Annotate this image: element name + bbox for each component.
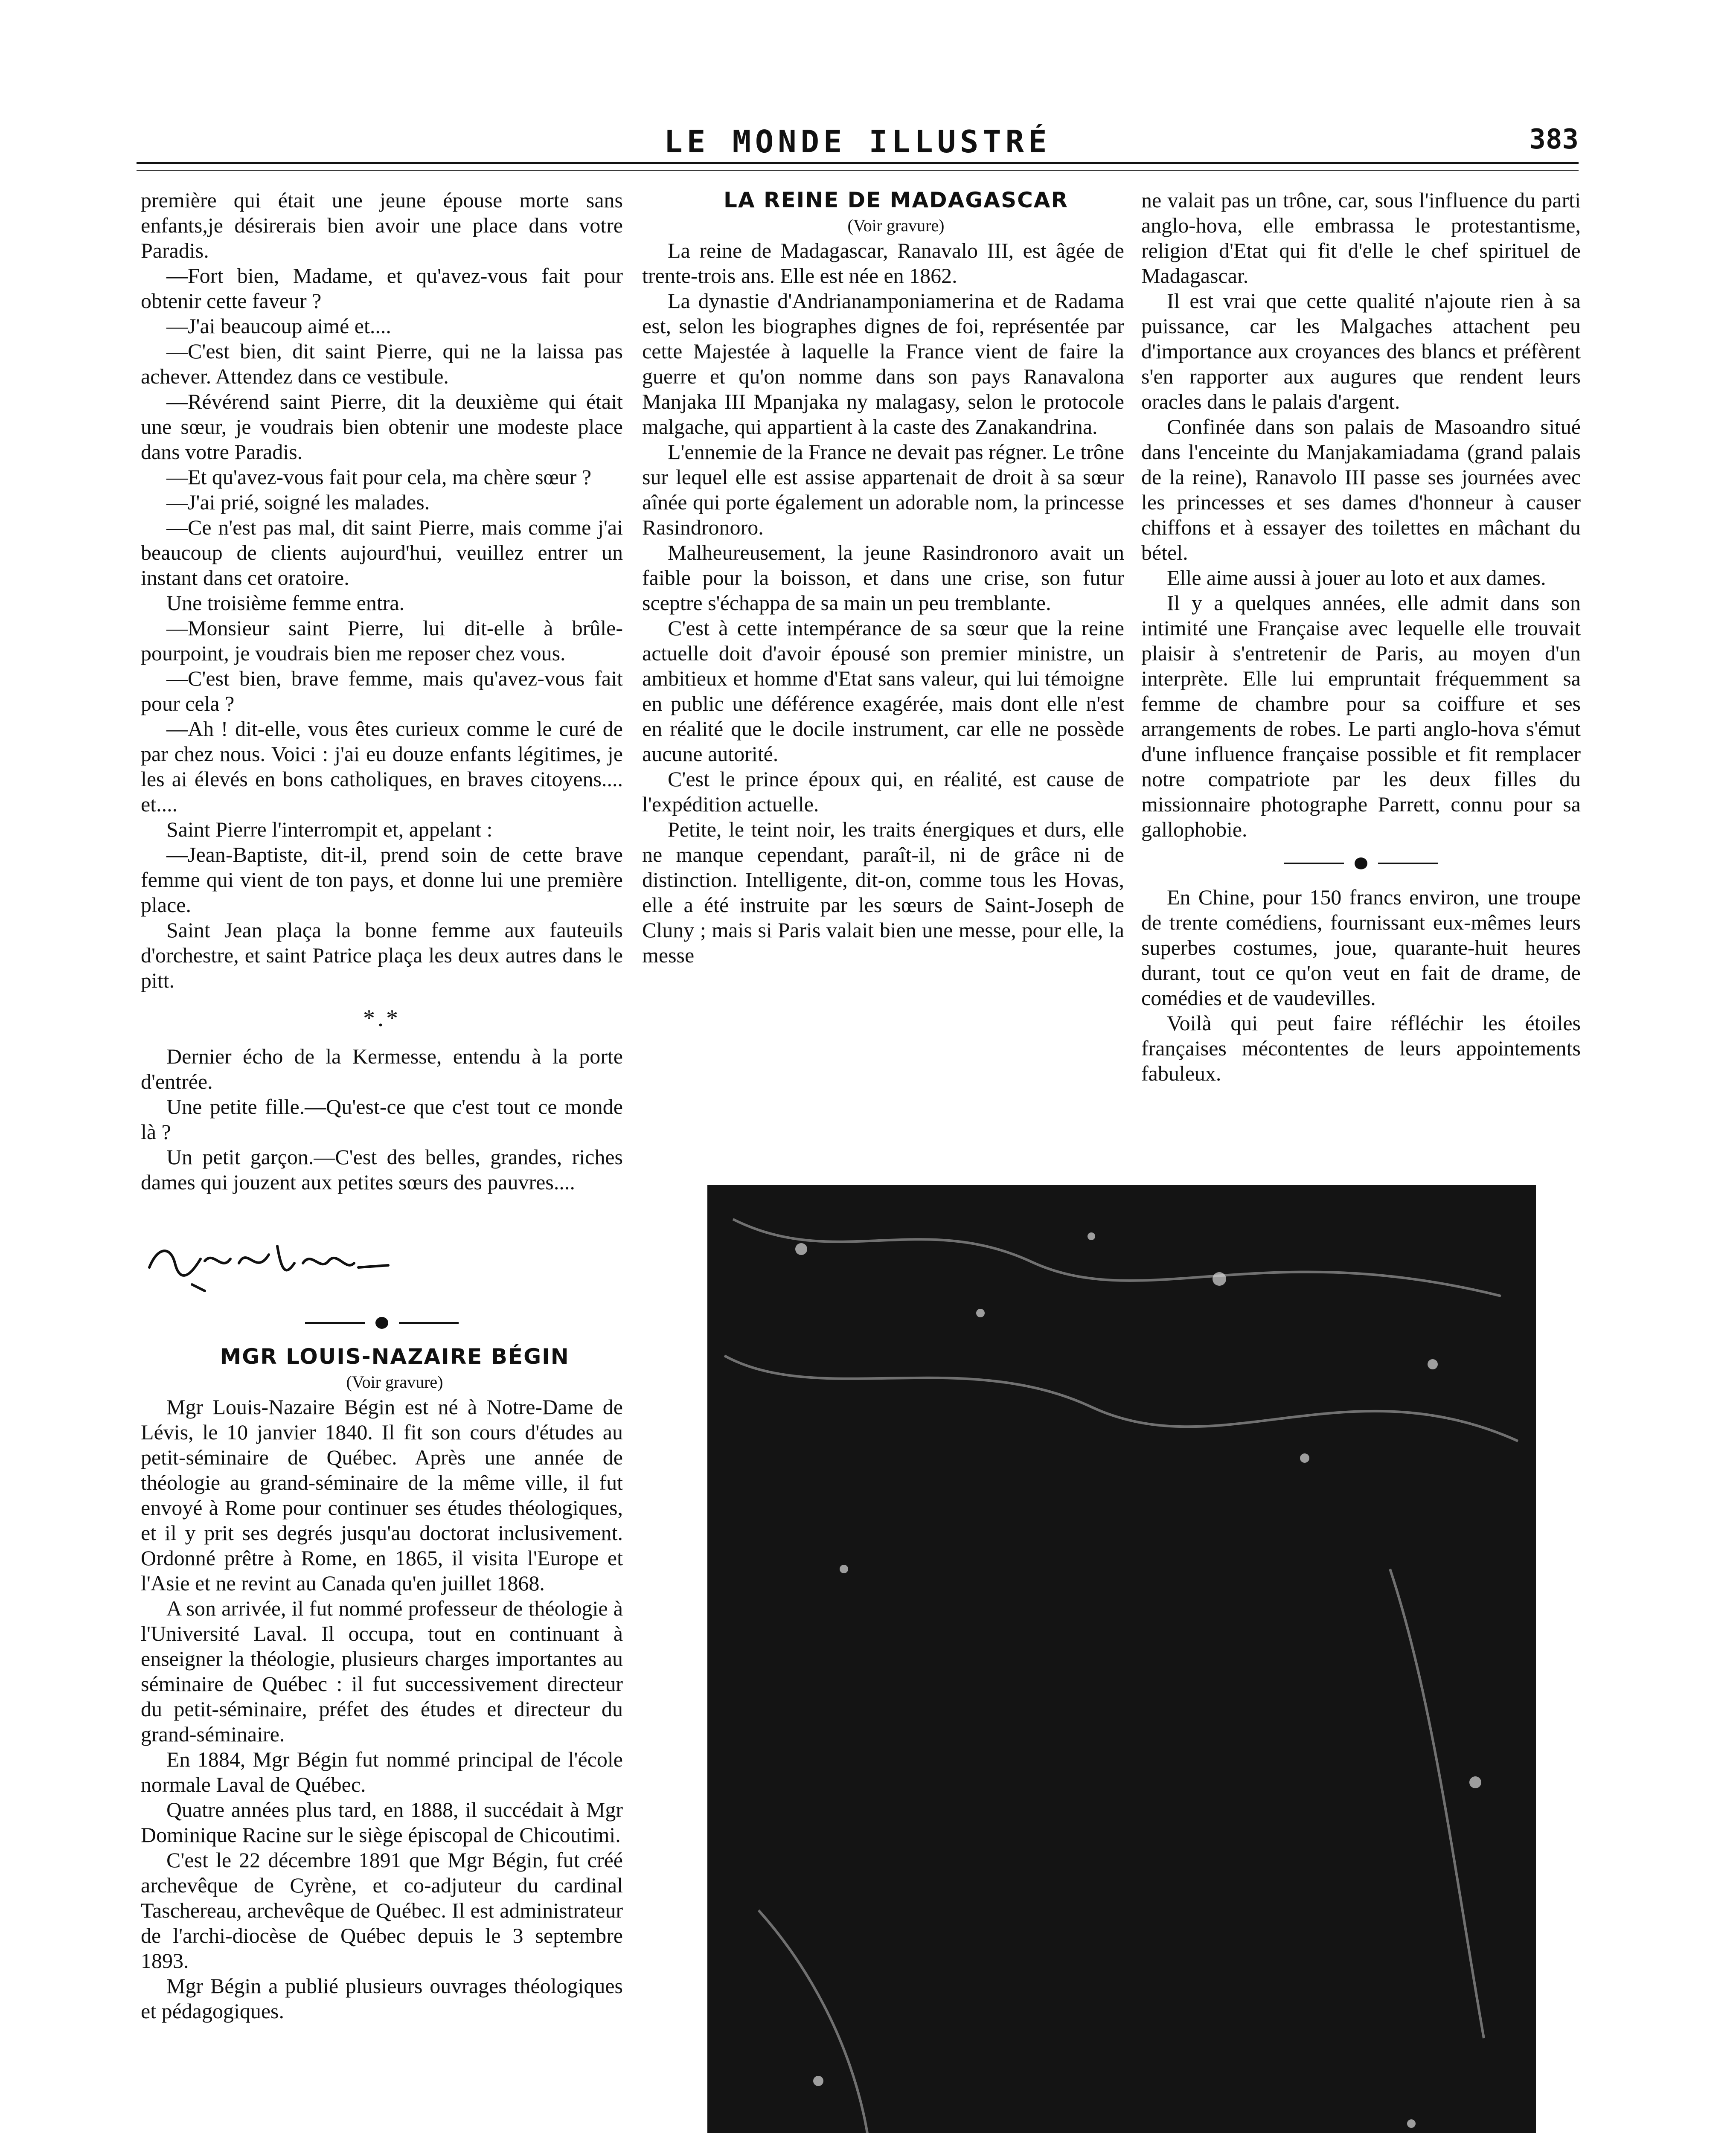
- signature-icon: [141, 1221, 397, 1297]
- paragraph: première qui était une jeune épouse morte sans enfants,je désirerais bien avoir une place dans votre Paradis.: [141, 188, 623, 262]
- paragraph: A son arrivée, il fut nommé professeur de théologie à l'Université Laval. Il occupa, tout en continuant à enseigner la théologie, plusieurs charges importantes au séminaire de Québec : il fut successivement directeur du petit-séminaire, préfet des études et directeur du grand-séminaire.: [141, 1596, 623, 1746]
- paragraph: —J'ai beaucoup aimé et....: [166, 314, 391, 338]
- paragraph: Il est vrai que cette qualité n'ajoute rien à sa puissance, car les Malgaches attachent peu d'importance aux croyances des blancs et préfèrent s'en rapporter aux augures que rendent leurs oracles dans le palais d'argent.: [1141, 289, 1581, 413]
- header-rule-thick: [137, 162, 1579, 164]
- paragraph: —Ce n'est pas mal, dit saint Pierre, mais comme j'ai beaucoup de clients aujourd'hui, veuillez entrer un instant dans cet oratoire.: [141, 515, 623, 590]
- paragraph: La reine de Madagascar, Ranavalo III, est âgée de trente-trois ans. Elle est née en 1862.: [642, 238, 1124, 288]
- section-subtitle: (Voir gravure): [346, 1372, 443, 1392]
- paragraph: Mgr Bégin a publié plusieurs ouvrages théologiques et pédagogiques.: [141, 1974, 623, 2023]
- paragraph: En Chine, pour 150 francs environ, une troupe de trente comédiens, fournissant eux-mêmes leurs superbes costumes, joue, quarante-huit heures durant, tout ce qu'on veut en fait de drame, de comédies et de vaudevilles.: [1141, 885, 1581, 1010]
- paragraph: Malheureusement, la jeune Rasindronoro avait un faible pour la boisson, et dans une crise, son futur sceptre s'échappa de sa main un peu tremblante.: [642, 541, 1124, 615]
- paragraph: La dynastie d'Andrianamponiamerina et de Radama est, selon les biographes dignes de foi, représentée par cette Majestée à laquelle la France vient de faire la guerre et qu'on nomme dans son pays Ranavalona Manjaka III Mpanjaka ny malagasy, selon le protocole malgache, qui appartient à la caste des Zanakandrina.: [642, 289, 1124, 439]
- paragraph: Confinée dans son palais de Masoandro situé dans l'enceinte du Manjakamiadama (grand palais de la reine), Ranavolo III passe ses journées avec les princesses et ses dames d'honneur à causer chiffons et à essayer des toilettes en mâchant du bétel.: [1141, 415, 1581, 564]
- paragraph: —Révérend saint Pierre, dit la deuxième qui était une sœur, je voudrais bien obtenir une modeste place dans votre Paradis.: [141, 389, 623, 464]
- section-subtitle: (Voir gravure): [847, 216, 945, 235]
- paragraph: Voilà qui peut faire réfléchir les étoiles françaises mécontentes de leurs appointements fabuleux.: [1141, 1011, 1581, 1085]
- paragraph: Une petite fille.—Qu'est-ce que c'est tout ce monde là ?: [141, 1095, 623, 1144]
- paragraph: Dernier écho de la Kermesse, entendu à la porte d'entrée.: [141, 1044, 623, 1093]
- ornament-divider: [1284, 855, 1438, 872]
- paragraph: Mgr Louis-Nazaire Bégin est né à Notre-Dame de Lévis, le 10 janvier 1840. Il fit son cours d'études au petit-séminaire de Québec. Après une année de théologie au grand-séminaire de la même ville, il fut envoyé à Rome pour continuer ses études théologiques, et il y prit ses degrés jusqu'au doctorat inclusivement. Ordonné prêtre à Rome, en 1865, il visita l'Europe et l'Asie et ne revint au Canada qu'en juillet 1868.: [141, 1395, 623, 1595]
- section-title: LA REINE DE MADAGASCAR: [724, 188, 1068, 212]
- paragraph: C'est le prince époux qui, en réalité, est cause de l'expédition actuelle.: [642, 767, 1124, 816]
- signature-image: [141, 1221, 623, 1297]
- paragraph: C'est à cette intempérance de sa sœur que la reine actuelle doit d'avoir épousé son premier ministre, un ambitieux et homme d'Etat sans valeur, qui lui témoigne en public une déférence exagérée, mais dont elle n'est en réalité que le docile instrument, car elle ne possède aucune autorité.: [642, 616, 1124, 766]
- paragraph: —Jean-Baptiste, dit-il, prend soin de cette brave femme qui vient de ton pays, et donne lui une première place.: [141, 843, 623, 917]
- paragraph: —Fort bien, Madame, et qu'avez-vous fait pour obtenir cette faveur ?: [141, 264, 623, 313]
- paragraph: Elle aime aussi à jouer au loto et aux dames.: [1167, 566, 1546, 590]
- engraving-image: [707, 1185, 1536, 2133]
- paragraph: —C'est bien, brave femme, mais qu'avez-vous fait pour cela ?: [141, 666, 623, 715]
- ornament-divider: [305, 1314, 459, 1331]
- column-3: [1141, 188, 1581, 1086]
- section-title: MGR LOUIS-NAZAIRE BÉGIN: [220, 1344, 570, 1369]
- header-rule-thin: [137, 170, 1579, 171]
- paragraph: C'est le 22 décembre 1891 que Mgr Bégin, fut créé archevêque de Cyrène, et co-adjuteur du cardinal Taschereau, archevêque de Québec. Il est administrateur de l'archi-diocèse de Québec depuis le 3 septembre 1893.: [141, 1848, 623, 1973]
- automne-engraving: [707, 1185, 1536, 2133]
- paragraph: Quatre années plus tard, en 1888, il succédait à Mgr Dominique Racine sur le siège épiscopal de Chicoutimi.: [141, 1798, 623, 1847]
- paragraph: Un petit garçon.—C'est des belles, grandes, riches dames qui jouzent aux petites sœurs des pauvres....: [141, 1145, 623, 1194]
- column-2: [642, 188, 1124, 968]
- paragraph: ne valait pas un trône, car, sous l'influence du parti anglo-hova, elle embrassa le protestantisme, religion d'Etat qui fit d'elle le chef spirituel de Madagascar.: [1141, 188, 1581, 288]
- page-header: [137, 115, 1579, 158]
- column-1: [141, 188, 623, 2024]
- paragraph: Une troisième femme entra.: [166, 591, 405, 615]
- paragraph: —J'ai prié, soigné les malades.: [166, 490, 430, 514]
- paragraph: Saint Jean plaça la bonne femme aux fauteuils d'orchestre, et saint Patrice plaça les deux autres dans le pitt.: [141, 918, 623, 992]
- running-title: LE MONDE ILLUSTRÉ: [664, 124, 1051, 160]
- page-number: 383: [1529, 124, 1579, 155]
- section-stars: *.*: [363, 1005, 401, 1032]
- paragraph: L'ennemie de la France ne devait pas régner. Le trône sur lequel elle est assise appartenait de droit à sa sœur aînée qui porte également un adorable nom, la princesse Rasindronoro.: [642, 440, 1124, 539]
- paragraph: Saint Pierre l'interrompit et, appelant :: [166, 817, 493, 841]
- paragraph: —Ah ! dit-elle, vous êtes curieux comme le curé de par chez nous. Voici : j'ai eu douze enfants légitimes, je les ai élevés en bons catholiques, en braves citoyens.... et....: [141, 717, 623, 816]
- paragraph: Petite, le teint noir, les traits énergiques et durs, elle ne manque cependant, paraît-il, ni de grâce ni de distinction. Intelligente, dit-on, comme tous les Hovas, elle a été instruite par les sœurs de Saint-Joseph de Cluny ; mais si Paris valait bien une messe, pour elle, la messe: [642, 817, 1124, 967]
- paragraph: —C'est bien, dit saint Pierre, qui ne la laissa pas achever. Attendez dans ce vestibule.: [141, 339, 623, 388]
- paragraph: —Et qu'avez-vous fait pour cela, ma chère sœur ?: [166, 465, 592, 489]
- paragraph: Il y a quelques années, elle admit dans son intimité une Française avec lequelle elle trouvait plaisir à s'entretenir de Paris, au moyen d'un interprète. Elle lui empruntait fréquemment sa femme de chambre pour sa coiffure et ses arrangements de robes. Le parti anglo-hova s'émut d'une influence française possible et fit remplacer notre compatriote par les deux filles du missionnaire photographe Parrett, connu pour sa gallophobie.: [1141, 591, 1581, 841]
- paragraph: En 1884, Mgr Bégin fut nommé principal de l'école normale Laval de Québec.: [141, 1747, 623, 1796]
- paragraph: —Monsieur saint Pierre, lui dit-elle à brûle-pourpoint, je voudrais bien me reposer chez vous.: [141, 616, 623, 665]
